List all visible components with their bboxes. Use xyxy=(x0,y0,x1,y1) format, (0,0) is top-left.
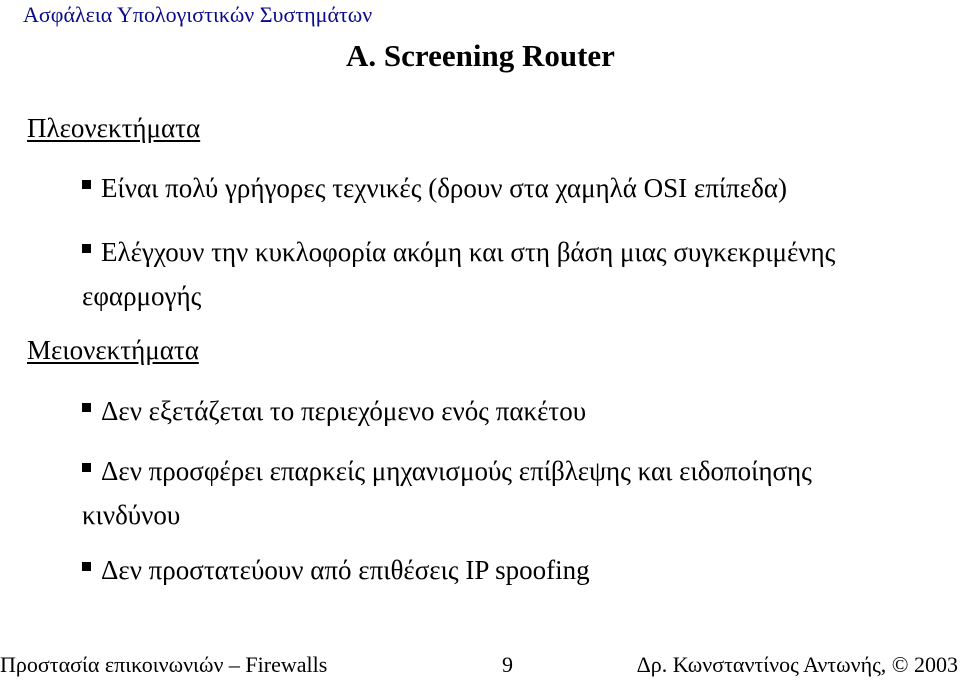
footer-topic: Προστασία επικοινωνιών – Firewalls xyxy=(0,652,328,677)
advantages-heading: Πλεονεκτήματα xyxy=(27,113,201,143)
square-bullet-icon xyxy=(82,244,91,253)
square-bullet-icon xyxy=(82,463,91,472)
advantage-item xyxy=(82,230,842,318)
disadvantage-item xyxy=(82,389,902,433)
disadvantages-heading: Μειονεκτήματα xyxy=(27,335,199,365)
square-bullet-icon xyxy=(82,403,91,412)
disadvantage-item-text: Δεν προσφέρει επαρκείς μηχανισμούς επίβλεψης και ειδοποίησης κινδύνου xyxy=(82,456,812,530)
disadvantage-item-text: Δεν εξετάζεται το περιεχόμενο ενός πακέτου xyxy=(101,396,587,426)
square-bullet-icon xyxy=(82,180,91,189)
slide-title: A. Screening Router xyxy=(346,38,615,73)
advantage-item-text: Ελέγχουν την κυκλοφορία ακόμη και στη βάση μιας συγκεκριμένης εφαρμογής xyxy=(82,237,836,311)
disadvantage-item-text: Δεν προστατεύουν από επιθέσεις IP spoofing xyxy=(101,555,590,585)
course-header: Ασφάλεια Υπολογιστικών Συστημάτων xyxy=(23,2,373,27)
disadvantage-item xyxy=(82,548,902,592)
square-bullet-icon xyxy=(82,562,91,571)
advantage-item-text: Είναι πολύ γρήγορες τεχνικές (δρουν στα χαμηλά OSI επίπεδα) xyxy=(101,173,787,203)
advantage-item xyxy=(82,166,952,210)
disadvantage-item xyxy=(82,449,842,537)
footer-author: Δρ. Κωνσταντίνος Αντωνής, © 2003 xyxy=(636,652,958,677)
footer-page-number: 9 xyxy=(502,652,513,677)
